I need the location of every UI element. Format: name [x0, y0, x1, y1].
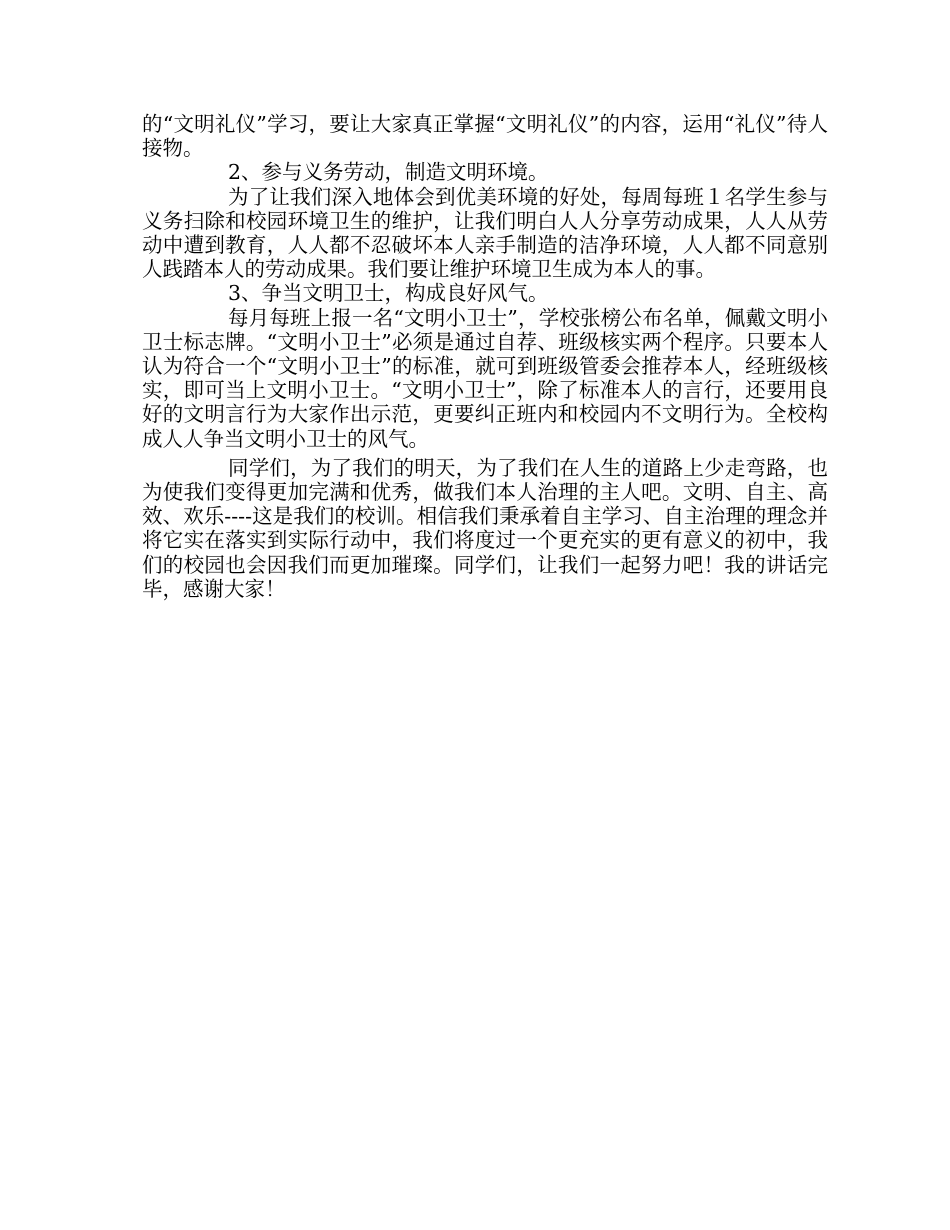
document-page [142, 112, 828, 601]
paragraph-3: 每月每班上报一名“文明小卫士”，学校张榜公布名单，佩戴文明小卫士标志牌。“文明小卫士”必须是通过自荐、班级核实两个程序。只要本人认为符合一个“文明小卫士”的标准，就可到班级管委会推荐本人，经班级核实，即可当上文明小卫士。“文明小卫士”，除了标准本人的言行，还要用良好的文明言行为大家作出示范，更要纠正班内和校园内不文明行为。全校构成人人争当文明小卫士的风气。 [142, 305, 828, 451]
section-heading-2: 2、参与义务劳动，制造文明环境。 [228, 160, 549, 185]
section-heading-3: 3、争当文明卫士，构成良好风气。 [228, 281, 549, 306]
paragraph-1: 的“文明礼仪”学习，要让大家真正掌握“文明礼仪”的内容，运用“礼仪”待人接物。 [142, 112, 828, 161]
paragraph-2: 为了让我们深入地体会到优美环境的好处，每周每班１名学生参与义务扫除和校园环境卫生的维护，让我们明白人人分享劳动成果，人人从劳动中遭到教育，人人都不忍破坏本人亲手制造的洁净环境，人人都不同意别人践踏本人的劳动成果。我们要让维护环境卫生成为本人的事。 [142, 184, 828, 282]
paragraph-closing: 同学们，为了我们的明天，为了我们在人生的道路上少走弯路，也为使我们变得更加完满和优秀，做我们本人治理的主人吧。文明、自主、高效、欢乐----这是我们的校训。相信我们秉承着自主学习、自主治理的理念并将它实在落实到实际行动中，我们将度过一个更充实的更有意义的初中，我们的校园也会因我们而更加璀璨。同学们，让我们一起努力吧！我的讲话完毕，感谢大家！ [142, 455, 828, 601]
